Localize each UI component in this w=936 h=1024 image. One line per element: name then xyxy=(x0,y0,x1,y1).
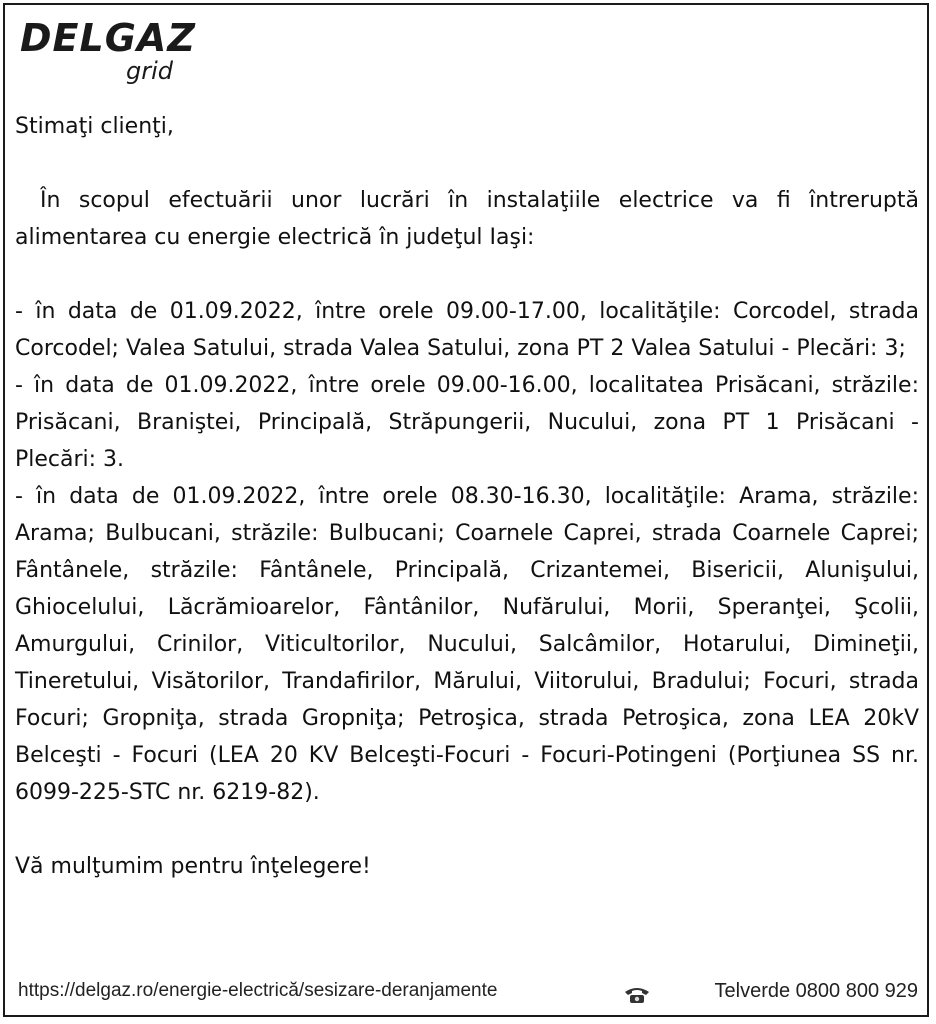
greeting: Stimaţi clienţi, xyxy=(15,114,174,139)
telephone-icon xyxy=(622,984,652,1004)
outage-item-2: - în data de 01.09.2022, între orele 09.00-16.00, localitatea Prisăcani, străzile: Prisăcani, Braniştei, Principală, Străpungerii, Nucului, zona PT 1 Prisăcani - Plecări: 3. xyxy=(15,373,919,472)
notice-body xyxy=(15,108,919,885)
outage-item-1: - în data de 01.09.2022, între orele 09.00-17.00, localităţile: Corcodel, strada Corcodel; Valea Satului, strada Valea Satului, zona PT 2 Valea Satului - Plecări: 3; xyxy=(15,299,919,361)
logo-sub: grid xyxy=(126,57,174,85)
intro-paragraph: În scopul efectuării unor lucrări în instalaţiile electrice va fi întreruptă alimentarea cu energie electrică în judeţul Iaşi: xyxy=(15,188,919,250)
footer xyxy=(18,976,918,1010)
footer-url-link[interactable]: https://delgaz.ro/energie-electrică/sesizare-deranjamente xyxy=(18,980,498,1001)
outage-item-3: - în data de 01.09.2022, între orele 08.30-16.30, localităţile: Arama, străzile: Arama; Bulbucani, străzile: Bulbucani; Coarnele Caprei, strada Coarnele Caprei; Fântânele, străzile: Fântânele, Principală, Crizantemei, Bisericii, Alunişului, Ghiocelului, Lăcrămioarelor, Fântânilor, Nufărului, Morii, Speranţei, Şcolii, Amurgului, Crinilor, Viticultorilor, Nucului, Salcâmilor, Hotarului, Dimineţii, Tineretului, Visătorilor, Trandafirilor, Mărului, Viitorului, Bradului; Focuri, strada Focuri; Gropniţa, strada Gropniţa; Petroşica, strada Petroşica, zona LEA 20kV Belceşti - Focuri (LEA 20 KV Belceşti-Focuri - Focuri-Potingeni (Porţiunea SS nr. 6099-225-STC nr. 6219-82). xyxy=(15,484,919,805)
delgaz-logo xyxy=(20,18,200,88)
phone-number: Telverde 0800 800 929 xyxy=(714,980,918,1002)
logo-brand: DELGAZ xyxy=(20,16,196,60)
closing: Vă mulţumim pentru înţelegere! xyxy=(15,854,371,879)
